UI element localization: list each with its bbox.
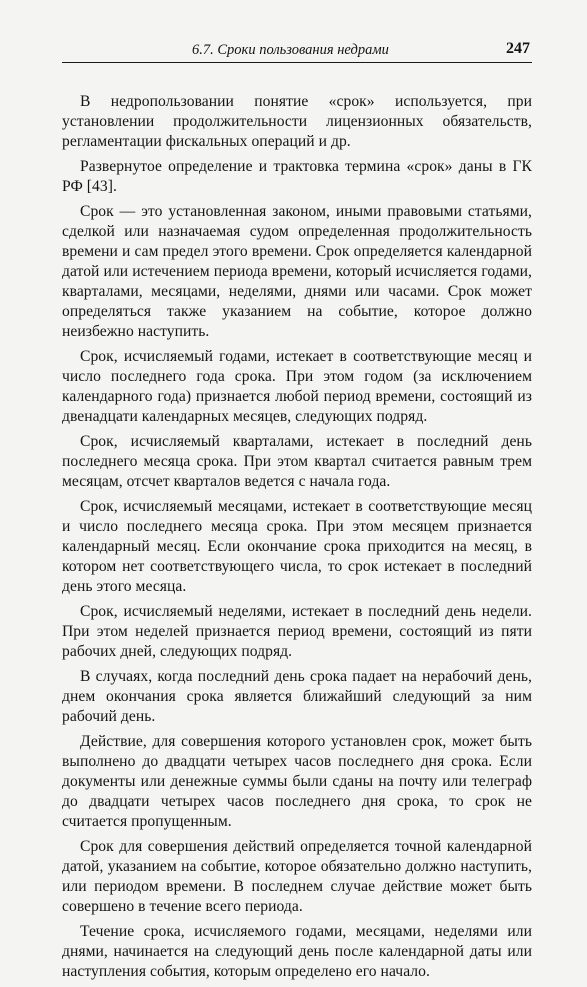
body-text: [62, 92, 532, 987]
paragraph-srok-definition: Срок — это установленная законом, иными правовыми статьями, сделкой или назначаемая судом определенная продолжительность времени и сам предел этого времени. Срок определяется календарной датой или истечением периода времени, который исчисляется годами, кварталами, месяцами, неделями, днями или часами. Срок может определяться также указанием на событие, которое должно неизбежно наступить.: [62, 203, 532, 340]
paragraph-action-term: Срок для совершения действий определяется точной календарной датой, указанием на событие, которое обязательно должно наступить, или периодом времени. В последнем случае действие может быть совершено в течение всего периода.: [62, 838, 532, 915]
paragraph-term-start: Течение срока, исчисляемого годами, месяцами, неделями или днями, начинается на следующий день после календарной даты или наступления события, которым определено его начало.: [62, 923, 532, 980]
paragraph-srok-usage: В недропользовании понятие «срок» используется, при установлении продолжительности лицензионных обязательств, регламентации фискальных операций и др.: [62, 93, 532, 150]
running-title: 6.7. Сроки пользования недрами: [192, 42, 389, 58]
paragraph-weeks: Срок, исчисляемый неделями, истекает в последний день недели. При этом неделей признается период времени, состоящий из пяти рабочих дней, следующих подряд.: [62, 603, 532, 660]
page-number: 247: [506, 40, 530, 57]
paragraph-nonworking-day: В случаях, когда последний день срока падает на нерабочий день, днем окончания срока является ближайший следующий за ним рабочий день.: [62, 668, 532, 725]
running-header: [62, 40, 532, 63]
paragraph-action-deadline: Действие, для совершения которого установлен срок, может быть выполнено до двадцати четырех часов последнего дня срока. Если документы или денежные суммы были сданы на почту или телеграф до двадцати четырех часов последнего дня срока, то срок не считается пропущенным.: [62, 733, 532, 830]
paragraph-months: Срок, исчисляемый месяцами, истекает в соответствующие месяц и число последнего месяца срока. При этом месяцем признается календарный месяц. Если окончание срока приходится на месяц, в котором нет соответствующего числа, то срок истекает в последний день этого месяца.: [62, 498, 532, 595]
paragraph-definition-source: Развернутое определение и трактовка термина «срок» даны в ГК РФ [43].: [62, 158, 532, 195]
paragraph-quarters: Срок, исчисляемый кварталами, истекает в последний день последнего месяца срока. При этом квартал считается равным трем месяцам, отсчет кварталов ведется с начала года.: [62, 433, 532, 490]
paragraph-years: Срок, исчисляемый годами, истекает в соответствующие месяц и число последнего года срока. При этом годом (за исключением календарного года) признается любой период времени, состоящий из двенадцати календарных месяцев, следующих подряд.: [62, 348, 532, 425]
